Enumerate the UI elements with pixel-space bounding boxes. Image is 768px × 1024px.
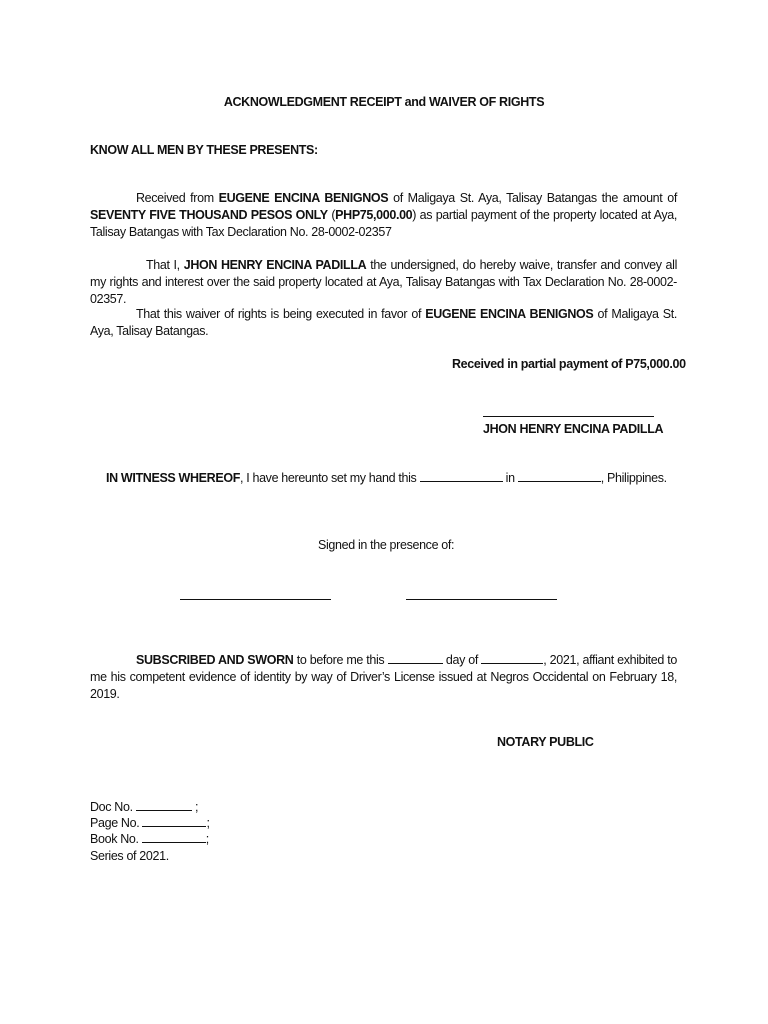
waiver-signatory-name: JHON HENRY ENCINA PADILLA xyxy=(183,258,367,272)
doc-number-tail: ; xyxy=(191,800,199,814)
subscribed-heading: SUBSCRIBED AND SWORN xyxy=(136,653,294,667)
favor-text-2: of Maligaya St. Aya, Talisay Batangas. xyxy=(90,307,677,338)
favor-name: EUGENE ENCINA BENIGNOS xyxy=(425,307,594,321)
paragraph-receipt xyxy=(90,190,677,241)
signatory-name: JHON HENRY ENCINA PADILLA xyxy=(483,422,664,436)
witness-text-2: in xyxy=(502,471,518,485)
signed-presence-label: Signed in the presence of: xyxy=(318,538,455,552)
page-number-line xyxy=(90,815,210,832)
subscribed-text-2: day of xyxy=(442,653,482,667)
paragraph-subscribed xyxy=(90,652,677,703)
waiver-text-2: the undersigned, do hereby waive, transfer and convey all my rights and interest over the said property located at Aya, Talisay Batangas with Tax Declaration No. 28-0002-02357. xyxy=(90,258,678,306)
witness-heading: IN WITNESS WHEREOF xyxy=(106,471,240,485)
witness-clause xyxy=(106,471,667,485)
received-note: Received in partial payment of P75,000.00 xyxy=(452,357,686,371)
place-blank xyxy=(518,472,601,482)
witness-signature-line-1 xyxy=(180,599,331,600)
subscribed-text-1: to before me this xyxy=(293,653,388,667)
receipt-text-2: of Maligaya St. Aya, Talisay Batangas the amount of xyxy=(388,191,677,205)
book-number-label: Book No. xyxy=(90,832,139,846)
page-number-blank xyxy=(142,817,206,827)
paragraph-waiver xyxy=(90,257,677,308)
amount-words: SEVENTY FIVE THOUSAND PESOS ONLY xyxy=(90,208,328,222)
receipt-text-3: ( xyxy=(327,208,336,222)
book-number-tail: ; xyxy=(205,832,209,846)
witness-text-1: , I have hereunto set my hand this xyxy=(239,471,420,485)
book-number-blank xyxy=(142,833,206,843)
month-blank xyxy=(481,654,543,664)
series-line: Series of 2021. xyxy=(90,849,169,863)
waiver-text-1: That I, xyxy=(146,258,184,272)
receipt-text-1: Received from xyxy=(136,191,219,205)
page-number-label: Page No. xyxy=(90,816,140,830)
witness-signature-line-2 xyxy=(406,599,557,600)
amount-figure: PHP75,000.00 xyxy=(335,208,413,222)
preamble: KNOW ALL MEN BY THESE PRESENTS: xyxy=(90,143,318,157)
document-title: ACKNOWLEDGMENT RECEIPT and WAIVER OF RIGHTS xyxy=(223,95,545,109)
favor-text-1: That this waiver of rights is being executed in favor of xyxy=(136,307,426,321)
doc-number-line xyxy=(90,799,198,816)
receipt-text-4: ) as partial payment of the property located at Aya, Talisay Batangas with Tax Declaration No. 28-0002-02357 xyxy=(90,208,678,239)
doc-number-blank xyxy=(136,801,192,811)
page-number-tail: ; xyxy=(206,816,210,830)
subscribed-text-3: , 2021, affiant exhibited to me his competent evidence of identity by way of Driver’s License issued at Negros Occidental on February 18, 2019. xyxy=(90,653,678,701)
notary-public-label: NOTARY PUBLIC xyxy=(497,735,594,749)
doc-number-label: Doc No. xyxy=(90,800,133,814)
signature-line xyxy=(483,416,654,417)
paragraph-favor xyxy=(90,306,677,340)
payer-name: EUGENE ENCINA BENIGNOS xyxy=(218,191,389,205)
day-blank xyxy=(388,654,443,664)
date-blank xyxy=(420,472,503,482)
witness-text-3: , Philippines. xyxy=(600,471,667,485)
book-number-line xyxy=(90,831,209,848)
